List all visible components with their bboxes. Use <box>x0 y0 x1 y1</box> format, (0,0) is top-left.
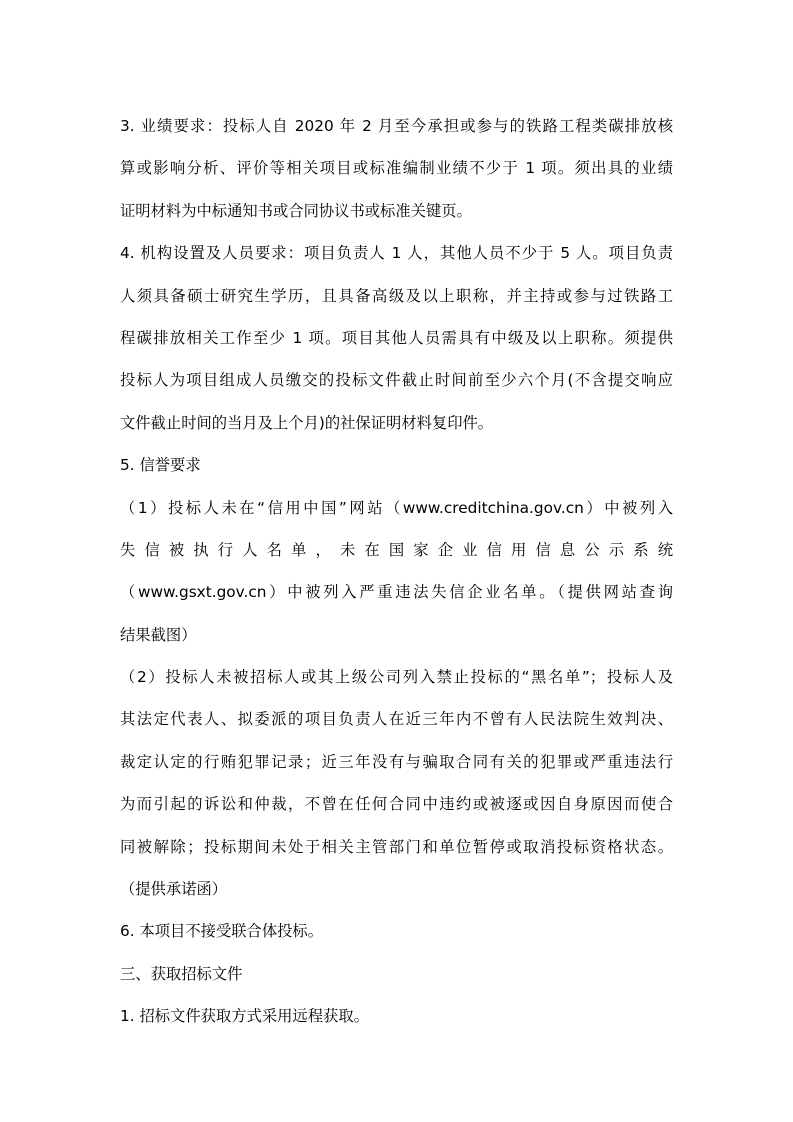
text-line: （1）投标人未在“信用中国”网站（www.creditchina.gov.cn）中被列入 <box>120 498 673 517</box>
text-line: 人须具备硕士研究生学历，且具备高级及以上职称，并主持或参与过铁路工 <box>120 286 673 305</box>
text-line: 1. 招标文件获取方式采用远程获取。 <box>120 1007 369 1026</box>
text-line: 算或影响分析、评价等相关项目或标准编制业绩不少于 1 项。须出具的业绩 <box>120 159 673 178</box>
text-line: 3. 业绩要求：投标人自 2020 年 2 月至今承担或参与的铁路工程类碳排放核 <box>120 117 673 135</box>
text-line: 同被解除；投标期间未处于相关主管部门和单位暂停或取消投标资格状态。 <box>120 837 673 856</box>
text-line: 其法定代表人、拟委派的项目负责人在近三年内不曾有人民法院生效判决、 <box>120 710 673 729</box>
text-line: （提供承诺函） <box>120 880 228 899</box>
text-line: 4. 机构设置及人员要求：项目负责人 1 人，其他人员不少于 5 人。项目负责 <box>120 244 673 263</box>
text-line: 文件截止时间的当月及上个月)的社保证明材料复印件。 <box>120 413 494 432</box>
text-line: 5. 信誉要求 <box>120 456 201 475</box>
text-line: 结果截图） <box>120 625 197 644</box>
text-line: 失 信 被 执 行 人 名 单 ， 未 在 国 家 企 业 信 用 信 息 公 示 系 统 <box>120 540 673 559</box>
document-body <box>120 105 673 1038</box>
text-line: （2）投标人未被招标人或其上级公司列入禁止投标的“黑名单”；投标人及 <box>120 668 673 687</box>
text-line: 投标人为项目组成人员缴交的投标文件截止时间前至少六个月(不含提交响应 <box>120 371 673 390</box>
text-line: 三、获取招标文件 <box>120 964 243 983</box>
text-line: 裁定认定的行贿犯罪记录；近三年没有与骗取合同有关的犯罪或严重违法行 <box>120 752 673 771</box>
text-line: 为而引起的诉讼和仲裁，不曾在任何合同中违约或被逐或因自身原因而使合 <box>120 795 673 814</box>
text-line: 证明材料为中标通知书或合同协议书或标准关键页。 <box>120 201 472 220</box>
text-line: 程碳排放相关工作至少 1 项。项目其他人员需具有中级及以上职称。须提供 <box>120 328 673 347</box>
text-line: 6. 本项目不接受联合体投标。 <box>120 922 324 941</box>
text-line: （www.gsxt.gov.cn）中被列入严重违法失信企业名单。（提供网站查询 <box>120 583 673 602</box>
